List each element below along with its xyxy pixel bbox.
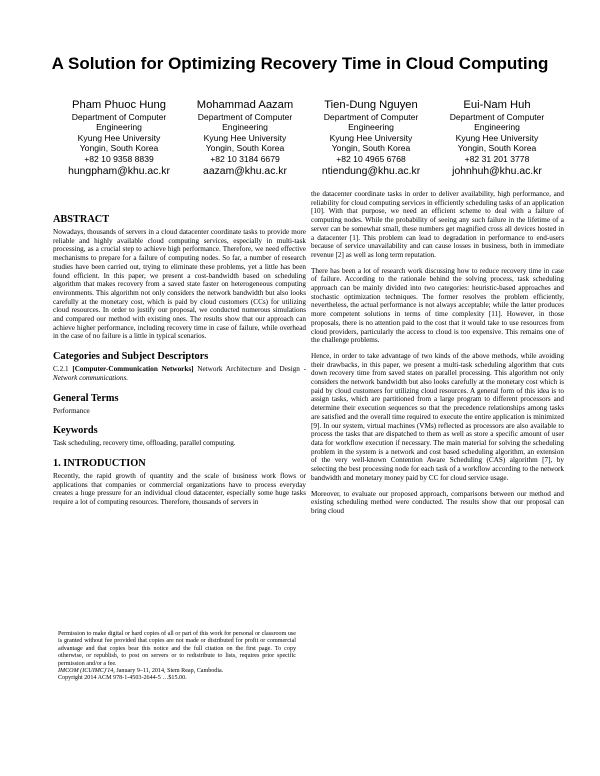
author-name: Eui-Nam Huh xyxy=(463,99,531,111)
author-dept: Department of Computer Engineering xyxy=(71,112,167,133)
author-location: Yongin, South Korea xyxy=(205,143,285,154)
categories-heading: Categories and Subject Descriptors xyxy=(53,351,209,363)
general-terms-section xyxy=(53,393,306,416)
author-name: Mohammad Aazam xyxy=(196,99,294,111)
body-paragraph: Hence, in order to take advantage of two kinds of the above methods, while avoiding their drawbacks, in this paper, we present a multi-task scheduling algorithm that cuts down recovery time from saved states on parallel processing. This algorithm not only considers the network bandwidth but also looks carefully at the monetary cost which is paid by cloud customers for utilizing cloud resources. A general form of this idea is to assign tasks, which are partitioned from a large program to different processors and determine their execution sequences so that the precedence relationships among tasks are satisfied and the overall time required to execute the entire application is minimized [9]. In our system, virtual machines (VMs) reflected as processors are also available to process the tasks that are dispatched to them as well as store a specific amount of user data for workflow execution if necessary. The main material for solving the scheduling problem in the system is a network and cost based scheduling algorithm, an extension of the very well-known Contention Aware Scheduling (CAS) algorithm [7], by selecting the best processing node for each task of a workflow according to the network bandwidth and monetary money paid by CC for cloud service usage. xyxy=(311,351,564,482)
author-univ: Kyung Hee University xyxy=(203,132,287,143)
category-plain: Network Architecture and Design - xyxy=(197,365,307,374)
author-univ: Kyung Hee University xyxy=(77,132,161,143)
keywords-heading: Keywords xyxy=(53,425,98,437)
author-location: Yongin, South Korea xyxy=(331,143,411,154)
author-dept: Department of Computer Engineering xyxy=(197,112,293,133)
author-email[interactable]: johnhuh@khu.ac.kr xyxy=(452,166,542,178)
introduction-heading: 1. INTRODUCTION xyxy=(53,457,146,469)
permission-text: Permission to make digital or hard copies of all or part of this work for personal or classroom use is granted without fee provided that copies are not made or distributed for profit or commercial advantage and that copies bear this notice and the full citation on the first page. To copy otherwise, or republish, to post on servers or to redistribute to lists, requires prior specific permission and/or a fee. xyxy=(58,631,296,667)
author-univ: Kyung Hee University xyxy=(455,132,539,143)
category-italic: Network communications. xyxy=(53,373,129,382)
copyright-line: Copyright 2014 ACM 978-1-4503-2644-5 …$15.00. xyxy=(58,675,187,682)
abstract-text: Nowadays, thousands of servers in a cloud datacenter coordinate tasks to provide more reliable and highly available cloud computing services, especially in multi-task processing, as a crucial step to achieve high performance. Therefore, we need effective mechanisms to prepare for a failure of computing nodes. So far, a number of research studies have been carried out, trying to eliminate these problems, yet a little has been found efficient. In this paper, we present a cost-bandwidth based on scheduling algorithm that makes recovery from a saved state faster on heterogeneous computing environments. This algorithm not only considers the network bandwidth but also looks carefully at the monetary cost, which is paid by cloud customers (CCs) for utilizing cloud resources. In order to justify our proposal, we conducted numerous simulations and compared our method with existing ones. The results show that our approach can achieve higher performance, including recovery time in case of failure, while overhead in the case of no failure is a little in typical scenarios. xyxy=(53,228,306,341)
author-email[interactable]: ntiendung@khu.ac.kr xyxy=(321,166,421,178)
venue-dates: January 9–11, 2014, Siem Reap, Cambodia. xyxy=(116,668,224,675)
right-column xyxy=(311,190,564,523)
category-code: C.2.1 xyxy=(53,365,69,374)
abstract-heading: ABSTRACT xyxy=(53,214,110,225)
author-phone: +82 10 3184 6679 xyxy=(210,153,280,164)
left-column xyxy=(53,214,306,507)
introduction-section xyxy=(53,458,306,507)
author-phone: +82 31 201 3778 xyxy=(464,153,530,164)
author-phone: +82 10 9358 8839 xyxy=(84,153,154,164)
paper-title: A Solution for Optimizing Recovery Time in Cloud Computing xyxy=(51,54,549,73)
introduction-text: Recently, the rapid growth of quantity and the scale of business work flows or applications that companies or commercial organizations have to process everyday creates a huge pressure for an individual cloud datacenter, especially some huge tasks require a lot of computing resources. Therefore, thousands of servers in xyxy=(53,471,306,507)
body-paragraph: the datacenter coordinate tasks in order to deliver availability, high performance, and reliability for cloud computing services in efficiently scheduling tasks of an application [10]. With that purpose, we need an efficient scheme to deal with a failure of computing nodes. While the probability of seeing any such failure in the lifetime of a server can be somewhat small, these numbers get magnified cross all devices hosted in a datacenter [1]. This problem can lead to degradation in performance to end-users because of service unavailability and can cause losses in business, both in immediate revenue [2] as well as long term reputation. xyxy=(311,190,564,259)
author-name: Pham Phuoc Hung xyxy=(72,99,166,111)
keywords-section xyxy=(53,425,306,448)
author-email[interactable]: hungpham@khu.ac.kr xyxy=(68,166,170,178)
body-paragraph: Moreover, to evaluate our proposed approach, comparisons between our method and existing scheduling method were conducted. The results show that our proposal can bring cloud xyxy=(311,489,564,515)
author-4 xyxy=(436,99,558,178)
body-paragraph: There has been a lot of research work discussing how to reduce recovery time in case of failure. According to the rationale behind the solving process, task scheduling approach can be mainly divided into two categories: heuristic-based approaches and stochastic optimization techniques. The former resolves the problem efficiently, nevertheless, the actual performance is not always acceptable; while the latter produces more competent solutions in terms of time complexity [11]. However, in those proposals, there is no attention paid to the cost that it would take to use resources from cloud providers, particularly the access to cloud is too expensive. This remains one of the challenge problems. xyxy=(311,266,564,345)
author-phone: +82 10 4965 6768 xyxy=(336,153,406,164)
author-2 xyxy=(184,99,306,178)
category-bold: [Computer-Communication Networks] xyxy=(72,365,194,374)
copyright-footnote xyxy=(58,631,296,683)
author-email[interactable]: aazam@khu.ac.kr xyxy=(203,166,287,178)
author-location: Yongin, South Korea xyxy=(457,143,537,154)
author-univ: Kyung Hee University xyxy=(329,132,413,143)
general-terms-text: Performance xyxy=(53,406,90,415)
author-block xyxy=(58,99,558,178)
author-dept: Department of Computer Engineering xyxy=(449,112,545,133)
author-name: Tien-Dung Nguyen xyxy=(324,99,418,111)
keywords-text: Task scheduling, recovery time, offloading, parallel computing. xyxy=(53,439,236,448)
categories-text xyxy=(53,365,306,382)
categories-section xyxy=(53,351,306,382)
general-terms-heading: General Terms xyxy=(53,392,119,404)
author-3 xyxy=(310,99,432,178)
venue-name: IMCOM (ICUIMC)'14, xyxy=(58,668,115,675)
author-1 xyxy=(58,99,180,178)
author-dept: Department of Computer Engineering xyxy=(323,112,419,133)
author-location: Yongin, South Korea xyxy=(79,143,159,154)
